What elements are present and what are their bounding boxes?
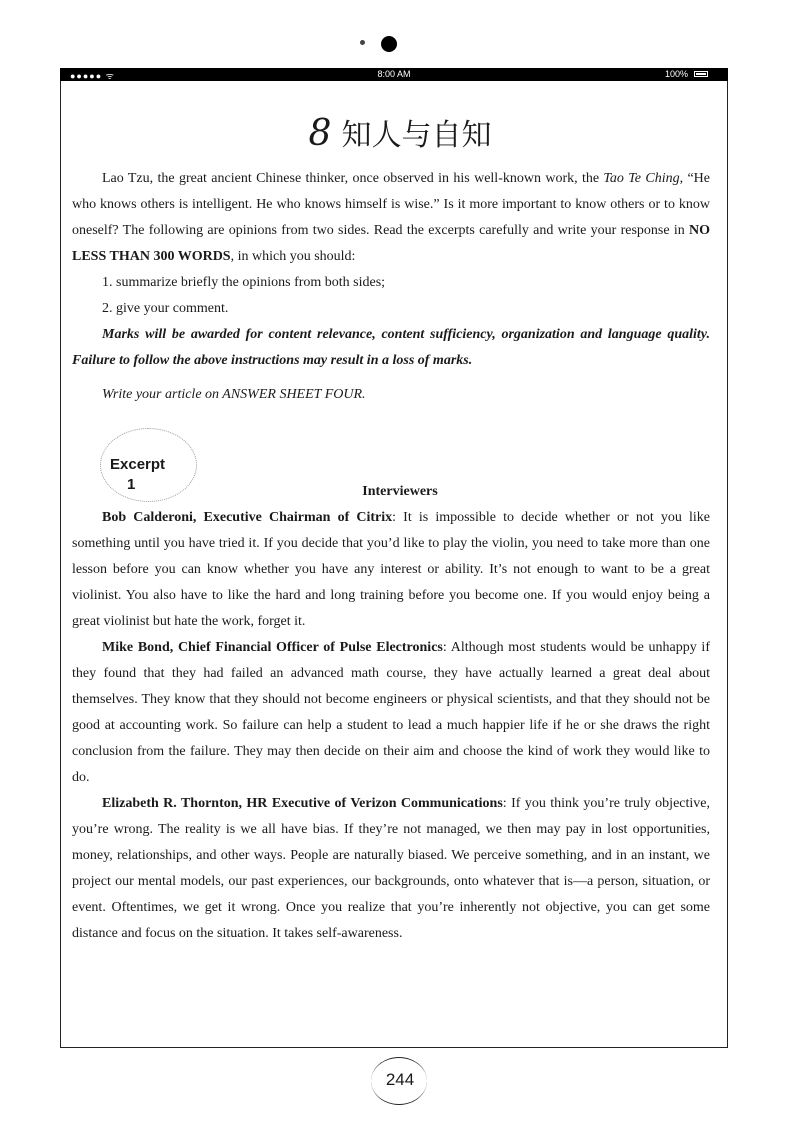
speaker-name: Elizabeth R. Thornton, HR Executive of Verizon Communications bbox=[102, 796, 503, 811]
word-limit: NO LESS THAN 300 WORDS bbox=[72, 223, 710, 264]
instruction-item-2: 2. give your comment. bbox=[102, 301, 229, 316]
chapter-title bbox=[0, 110, 800, 154]
clock: 8:00 AM bbox=[377, 69, 411, 79]
excerpt-number: 1 bbox=[127, 476, 136, 493]
prompt-paragraph: Lao Tzu, the great ancient Chinese thinker, once observed in his well-known work, the Tao Te Ching, “He who knows others is intelligent. He who knows himself is wise.” Is it more important to know others or to know oneself? The following are opinions from two sides. Read the excerpts carefully and write your response in NO LESS THAN 300 WORDS, in which you should: bbox=[72, 171, 710, 264]
battery-percent: 100% bbox=[664, 69, 688, 79]
answer-sheet-note: Write your article on ANSWER SHEET FOUR. bbox=[102, 387, 366, 402]
excerpt-heading: Interviewers bbox=[362, 484, 438, 499]
camera-icon bbox=[381, 36, 397, 52]
book-title: Tao Te Ching bbox=[603, 171, 680, 186]
speaker-paragraph: Elizabeth R. Thornton, HR Executive of Verizon Communications: If you think you’re truly objective, you’re wrong. The reality is we all have bias. If they’re not managed, we then may pay in lost opportunities, money, relationships, and other ways. People are naturally biased. We perceive something, and in an instant, we project our mental models, our past experiences, our backgrounds, onto whatever that is—a person, situation, or event. Oftentimes, we get it wrong. Once you realize that you’re inherently not objective, you can get some distance and focus on the situation. It takes self-awareness. bbox=[72, 796, 710, 941]
excerpt-body bbox=[72, 505, 710, 947]
speaker-name: Bob Calderoni, Executive Chairman of Citrix bbox=[102, 510, 393, 525]
excerpt-label: Excerpt bbox=[110, 456, 166, 473]
instruction-item-1: 1. summarize briefly the opinions from both sides; bbox=[102, 275, 386, 290]
chapter-number: 8 bbox=[308, 113, 332, 154]
speaker-name: Mike Bond, Chief Financial Officer of Pulse Electronics bbox=[102, 640, 443, 655]
speaker-paragraph: Mike Bond, Chief Financial Officer of Pulse Electronics: Although most students would be unhappy if they found that they had failed an advanced math course, they have actually learned a great deal about themselves. They know that they should not become engineers or physical scientists, and that they should not be good at accounting work. So failure can help a student to lead a much happier life if he or she draws the right conclusion from the failure. They may then decide on their aim and choose the kind of work they would like to do. bbox=[72, 640, 710, 785]
status-bar bbox=[60, 68, 728, 81]
page-number: 244 bbox=[385, 1070, 415, 1089]
camera-sensor-icon bbox=[360, 40, 365, 45]
marks-note: Marks will be awarded for content relevance, content sufficiency, organization and language quality. Failure to follow the above instructions may result in a loss of marks. bbox=[72, 327, 710, 368]
speaker-paragraph: Bob Calderoni, Executive Chairman of Citrix: It is impossible to decide whether or not you like something until you have tried it. If you decide that you’d like to play the violin, you need to take more than one lesson before you can know whether you have any interest or ability. It’s not enough to want to be a great violinist. You also have to like the hard and long training before you become one. If you would enjoy being a great violinist but hate the work, forget it. bbox=[72, 510, 710, 629]
battery-icon bbox=[694, 71, 708, 77]
chapter-name: 知人与自知 bbox=[341, 118, 492, 153]
prompt-section bbox=[72, 166, 710, 408]
signal-icon: ●●●●● ᯤ bbox=[70, 71, 115, 81]
